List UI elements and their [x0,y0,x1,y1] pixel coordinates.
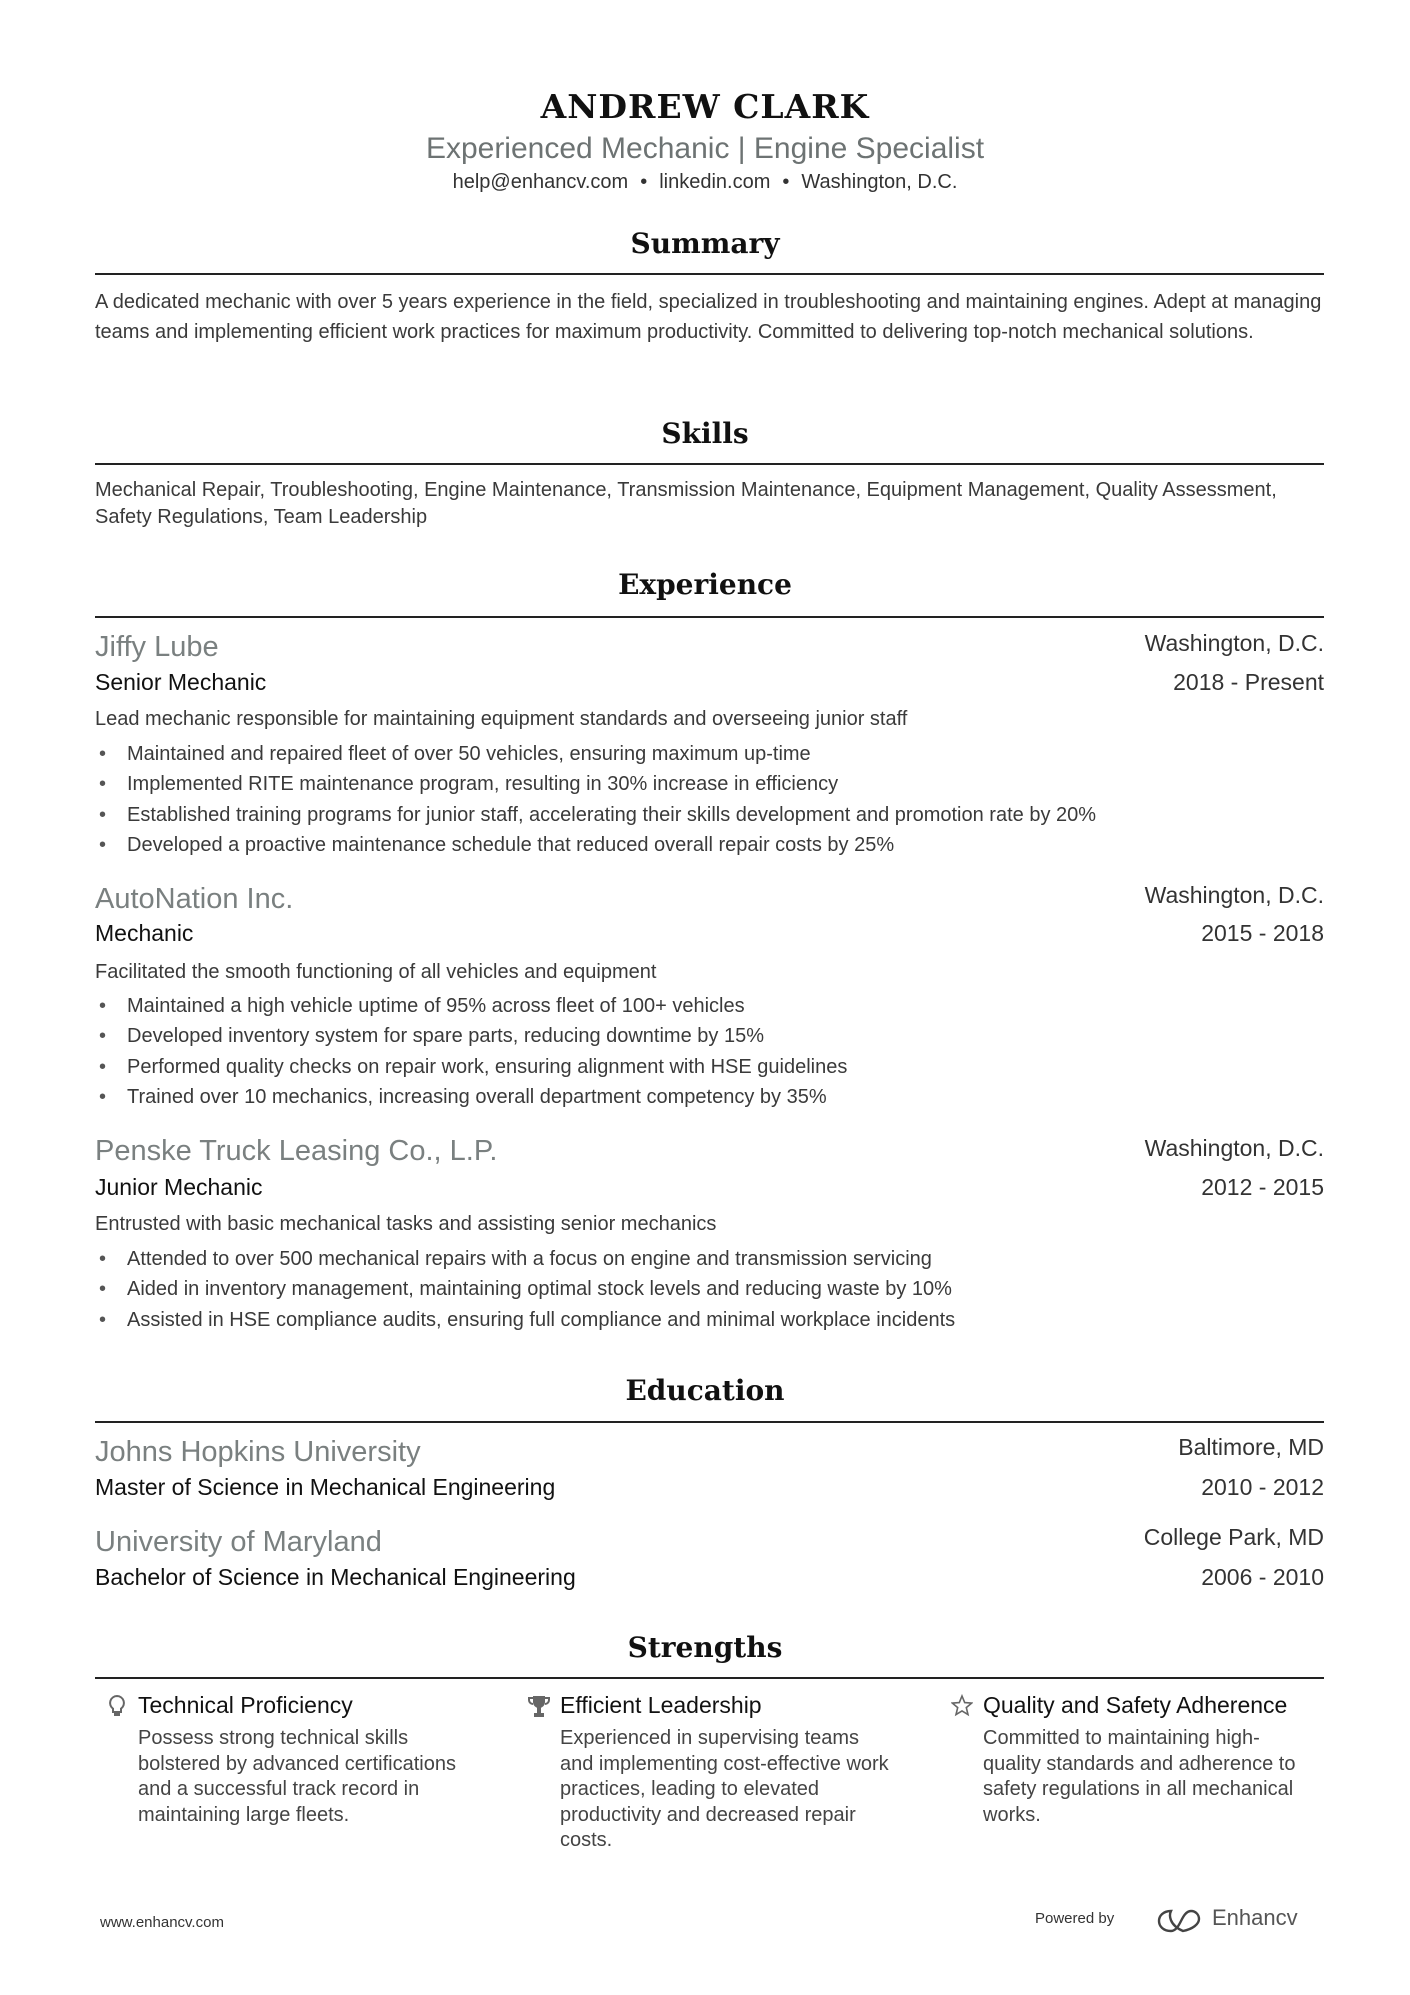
job-dates: 2018 - Present [1173,669,1324,695]
bullet-item: • Implemented RITE maintenance program, resulting in 30% increase in efficiency [95,769,1096,799]
job-role: Junior Mechanic [95,1174,263,1200]
bullet-item: • Maintained and repaired fleet of over 50 vehicles, ensuring maximum up-time [95,739,1096,769]
powered-by-label: Powered by [1035,1910,1115,1927]
bullet-item: • Developed inventory system for spare parts, reducing downtime by 15% [95,1021,847,1051]
school-location: College Park, MD [1143,1524,1324,1550]
bullet-item: • Attended to over 500 mechanical repairs with a focus on engine and transmission servicing [95,1244,955,1274]
location: Washington, D.C. [801,171,958,193]
job-role: Senior Mechanic [95,669,267,695]
bullet-item: • Established training programs for junior staff, accelerating their skills development and promotion rate by 20% [95,800,1096,830]
job-description: Entrusted with basic mechanical tasks and assisting senior mechanics [95,1213,717,1235]
linkedin-link[interactable]: linkedin.com [659,171,771,193]
bullet-item: • Aided in inventory management, maintaining optimal stock levels and reducing waste by 10% [95,1274,955,1304]
enhancv-logo-icon [1155,1907,1203,1935]
trophy-icon [528,1694,550,1718]
bullet-item: • Assisted in HSE compliance audits, ensuring full compliance and minimal workplace incidents [95,1305,955,1335]
job-dates: 2012 - 2015 [1201,1174,1324,1200]
company-name: Jiffy Lube [95,631,219,663]
strength-title: Technical Proficiency [138,1692,353,1718]
enhancv-brand[interactable]: Enhancv [1212,1905,1298,1930]
divider [95,1677,1324,1679]
separator: • [782,171,790,193]
divider [95,273,1324,275]
email-link[interactable]: help@enhancv.com [452,171,629,193]
job-location: Washington, D.C. [1144,630,1324,656]
summary-heading: Summary [630,227,780,260]
job-dates: 2015 - 2018 [1201,920,1324,946]
job-location: Washington, D.C. [1144,1135,1324,1161]
experience-heading: Experience [618,568,792,601]
education-dates: 2010 - 2012 [1201,1474,1324,1500]
bullet-item: • Maintained a high vehicle uptime of 95% across fleet of 100+ vehicles [95,991,847,1021]
bullet-item: • Trained over 10 mechanics, increasing overall department competency by 35% [95,1082,847,1112]
school-location: Baltimore, MD [1178,1434,1324,1460]
summary-text: A dedicated mechanic with over 5 years experience in the field, specialized in troubleshooting and maintaining engines. Adept at managing teams and implementing efficient work practices for maximum productivity. Committed to delivering top-notch mechanical solutions. [95,291,1322,343]
company-name: Penske Truck Leasing Co., L.P. [95,1135,498,1167]
strength-description: Possess strong technical skills bolstered by advanced certifications and a successful track record in maintaining large fleets. [138,1727,456,1826]
education-heading: Education [625,1374,785,1407]
strength-item [983,1690,1313,1828]
strength-description: Experienced in supervising teams and implementing cost-effective work practices, leading to elevated productivity and decreased repair costs. [560,1727,889,1852]
company-name: AutoNation Inc. [95,883,294,915]
bullet-item: • Performed quality checks on repair work, ensuring alignment with HSE guidelines [95,1052,847,1082]
degree: Master of Science in Mechanical Engineering [95,1474,556,1500]
skills-text: Mechanical Repair, Troubleshooting, Engine Maintenance, Transmission Maintenance, Equipment Management, Quality Assessment, Safety Regulations, Team Leadership [95,479,1277,528]
lightbulb-icon [106,1694,128,1718]
job-bullets [95,739,1096,860]
school-name: Johns Hopkins University [95,1436,421,1468]
strength-title: Quality and Safety Adherence [983,1692,1288,1718]
strength-title: Efficient Leadership [560,1692,762,1718]
strength-item [560,1690,890,1854]
job-description: Facilitated the smooth functioning of all vehicles and equipment [95,961,657,983]
bullet-item: • Developed a proactive maintenance schedule that reduced overall repair costs by 25% [95,830,1096,860]
separator: • [640,171,648,193]
star-icon [951,1694,973,1718]
footer-website[interactable]: www.enhancv.com [100,1914,224,1931]
strength-description: Committed to maintaining high-quality standards and adherence to safety regulations in all mechanical works. [983,1727,1296,1826]
divider [95,1421,1324,1423]
school-name: University of Maryland [95,1526,382,1558]
degree: Bachelor of Science in Mechanical Engineering [95,1564,576,1590]
candidate-name: ANDREW CLARK [540,87,870,126]
job-bullets [95,991,847,1112]
job-description: Lead mechanic responsible for maintaining equipment standards and overseeing junior staff [95,708,908,730]
divider [95,463,1324,465]
strengths-heading: Strengths [627,1631,783,1664]
job-location: Washington, D.C. [1144,882,1324,908]
strength-item [138,1690,468,1828]
education-dates: 2006 - 2010 [1201,1564,1324,1590]
candidate-title: Experienced Mechanic | Engine Specialist [425,132,985,165]
job-role: Mechanic [95,920,194,946]
divider [95,616,1324,618]
skills-heading: Skills [661,417,749,450]
job-bullets [95,1244,955,1335]
contact-line [0,171,1410,194]
